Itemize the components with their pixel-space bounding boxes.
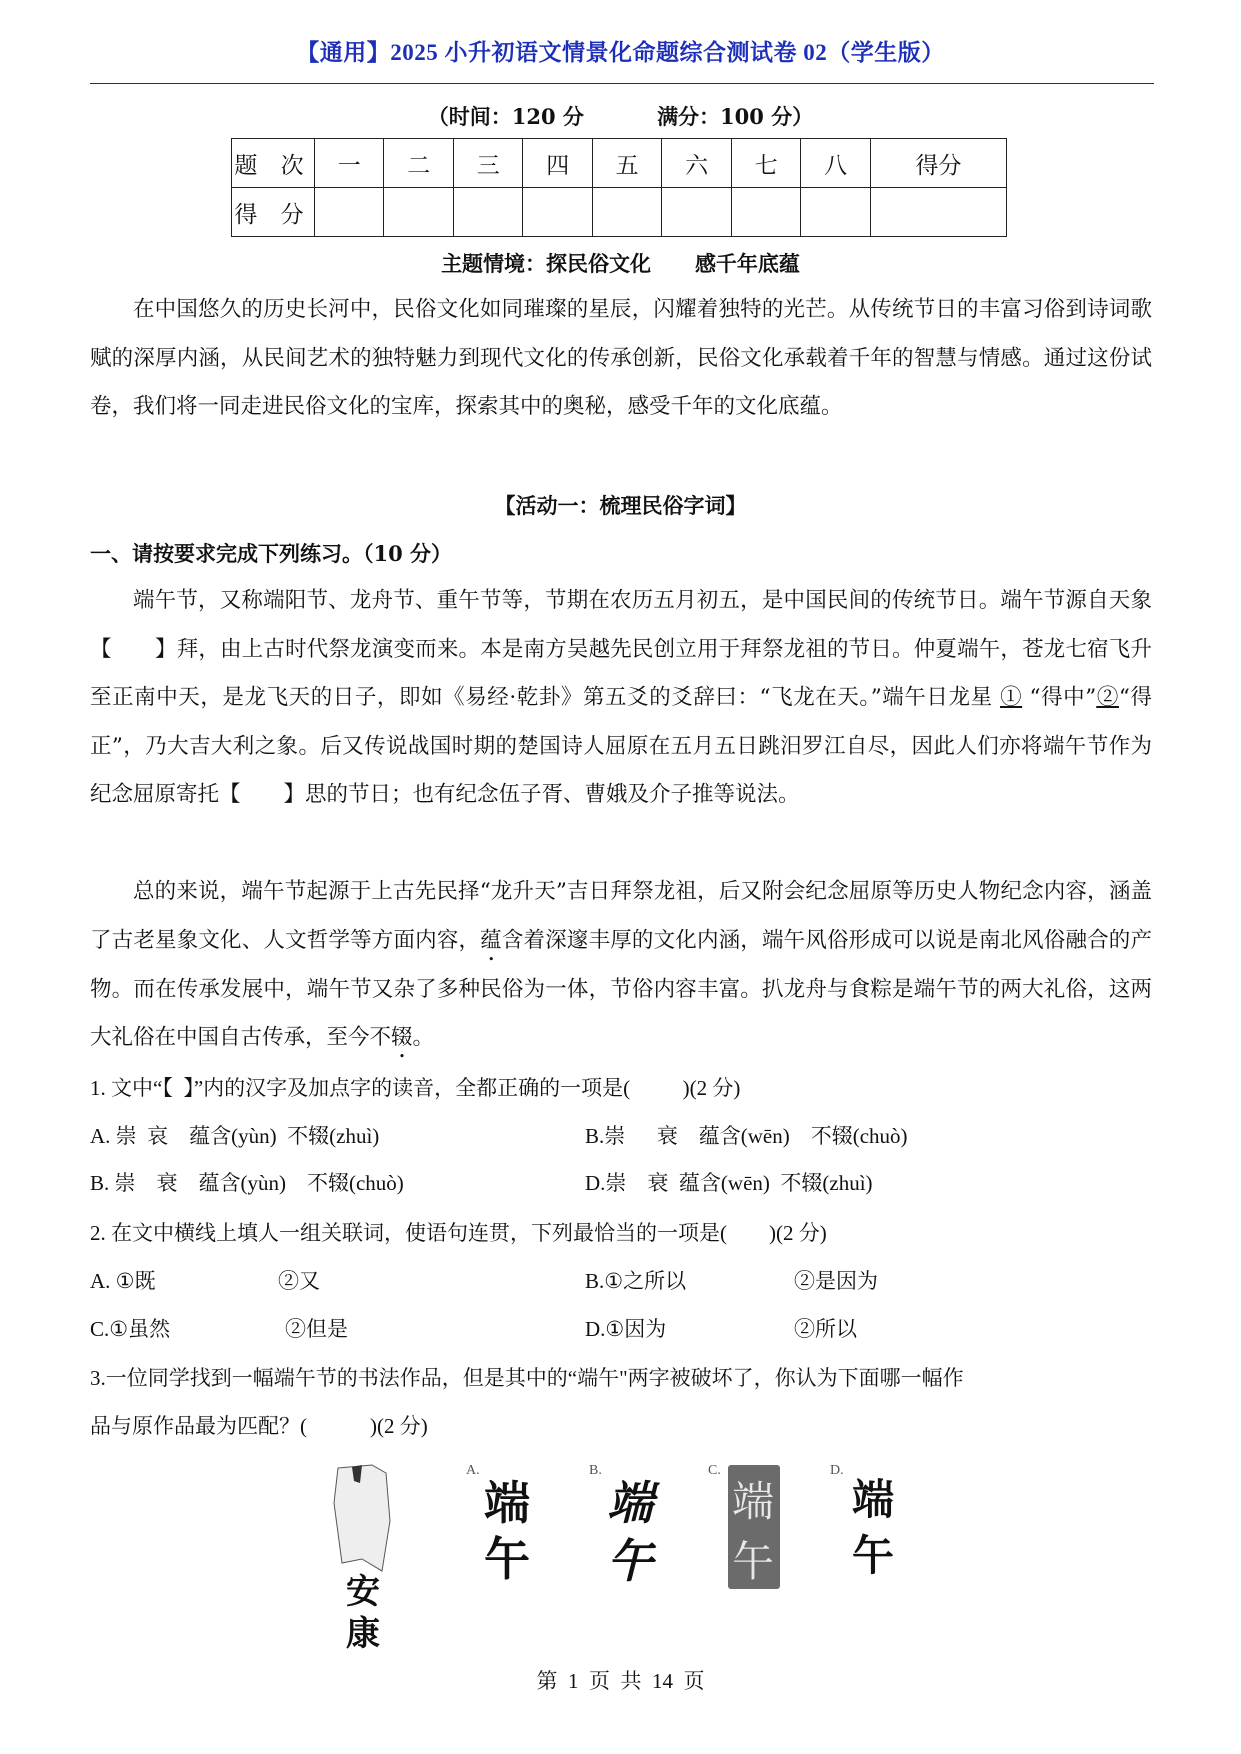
page-footer: 第 1 页 共 14 页 [536,1669,705,1693]
score-table-col: 四 [523,139,592,188]
passage-paragraph-1 [90,577,1152,820]
passage-text: 】拜，由上古时代祭龙演变而来。本是南方吴越先民创立用于拜祭龙祖的节日。仲夏端午，苍龙七宿飞升至正南中天，是龙飞天的日子，即如《易经·乾卦》第五爻的爻辞曰：“飞龙在天。”端午日龙星 [90,636,1152,710]
score-table [231,138,1007,237]
question-1-stem: 1. 文中“【 】”内的汉字及加点字的读音，全都正确的一项是( )(2 分) [90,1076,741,1100]
dotted-char: 辍 [391,1025,413,1050]
passage-text: “得中” [1029,685,1097,710]
theme-sub: 感千年底蕴 [694,251,800,276]
calligraphy-option-letter: D. [830,1463,844,1478]
activity-heading: 【活动一：梳理民俗字词】 [494,493,747,518]
intro-paragraph: 在中国悠久的历史长河中，民俗文化如同璀璨的星辰，闪耀着独特的光芒。从传统节日的丰富习俗到诗词歌赋的深厚内涵，从民间艺术的独特魅力到现代文化的传承创新，民俗文化承载着千年的智慧与情感。通过这份试卷，我们将一同走进民俗文化的宝库，探索其中的奥秘，感受千年的文化底蕴。 [90,297,1152,419]
score-cell[interactable] [523,188,592,237]
passage-text: 端午节，又称端阳节、龙舟节、重午节等，节期在农历五月初五，是中国民间的传统节日。端午节源自天象【 [90,588,1152,662]
score-table-col: 得分 [870,139,1006,188]
score-table-col: 二 [384,139,453,188]
score-table-col: 五 [592,139,661,188]
score-table-score-row [232,188,1007,237]
q1-option-d[interactable]: D.崇 衰 蕴含(wēn) 不辍(zhuì) [585,1171,873,1195]
q2-option-b-1[interactable]: B.①之所以 [585,1269,687,1293]
score-cell[interactable] [870,188,1006,237]
blank-1: ① [1000,685,1023,710]
q2-option-b-2: ②是因为 [794,1269,878,1293]
calligraphy-option-letter: C. [708,1463,721,1478]
question-2-stem: 2. 在文中横线上填人一组关联词，使语句连贯，下列最恰当的一项是( )(2 分) [90,1221,827,1245]
q2-option-c-2: ②但是 [285,1317,348,1341]
calligraphy-char: 午 [607,1534,653,1588]
calligraphy-option-b[interactable] [585,1463,665,1593]
calligraphy-char: 午 [732,1537,775,1586]
q2-option-d-1[interactable]: D.①因为 [585,1317,667,1341]
score-table-header-row [232,139,1007,188]
calligraphy-option-c[interactable] [708,1463,788,1598]
exam-full-score: 满分：100 分） [657,104,814,129]
calligraphy-original-text: 安康 [346,1572,380,1654]
exam-time-info [0,101,1241,131]
score-table-row-label: 得 分 [232,188,315,237]
calligraphy-option-a[interactable] [462,1463,542,1593]
score-cell[interactable] [801,188,870,237]
passage-text: 。 [412,1025,435,1050]
score-table-row-label: 题 次 [232,139,315,188]
score-cell[interactable] [662,188,731,237]
theme-label: 主题情境：探民俗文化 [441,251,652,276]
passage-paragraph-2 [90,868,1152,1063]
calligraphy-char: 端 [484,1476,530,1530]
q2-option-c-1[interactable]: C.①虽然 [90,1317,171,1341]
q2-option-a-1[interactable]: A. ①既 [90,1269,156,1293]
calligraphy-option-d[interactable] [830,1463,910,1593]
calligraphy-char: 午 [484,1532,530,1586]
calligraphy-char: 端 [732,1477,775,1526]
score-cell[interactable] [453,188,522,237]
score-cell[interactable] [592,188,661,237]
calligraphy-char: 端 [852,1475,895,1524]
q1-option-b[interactable]: B.崇 衰 蕴含(wēn) 不辍(chuò) [585,1124,908,1148]
score-table-col: 三 [453,139,522,188]
calligraphy-char: 端 [607,1476,653,1530]
calligraphy-char: 午 [852,1531,895,1580]
calligraphy-option-letter: A. [466,1463,480,1478]
passage-text: “得正”，乃大吉大利之象。后又传说战国时期的楚国诗人屈原在五月五日跳汨罗江自尽，因此人们亦将端午节作为纪念屈原寄托【 [90,685,1152,807]
passage-text: 】思的节日；也有纪念伍子胥、曹娥及介子推等说法。 [283,782,800,807]
passage-text: 含着深邃丰厚的文化内涵，端午风俗形成可以说是南北风俗融合的产物。而在传承发展中，端午节又杂了多种民俗为一体，节俗内容丰富。扒龙舟与食粽是端午节的两大礼俗，这两大礼俗在中国自古传承，至今不 [90,927,1152,1050]
q2-option-d-2: ②所以 [794,1317,857,1341]
score-table-col: 六 [662,139,731,188]
q1-option-a[interactable]: A. 崇 哀 蕴含(yùn) 不辍(zhuì) [90,1124,380,1148]
blank-2: ② [1096,685,1119,710]
torn-paper-image [332,1463,402,1573]
score-cell[interactable] [731,188,800,237]
exam-time: （时间：120 分 [427,104,584,129]
document-header-title: 【通用】2025 小升初语文情景化命题综合测试卷 02（学生版） [296,40,945,65]
question-3-stem-2: 品与原作品最为匹配？( )(2 分) [90,1414,428,1438]
score-cell[interactable] [384,188,453,237]
question-3-stem-1: 3.一位同学找到一幅端午节的书法作品，但是其中的“端午"两字被破坏了，你认为下面哪一幅作 [90,1366,964,1390]
q2-option-a-2: ②又 [278,1269,320,1293]
theme-heading [0,248,1241,278]
passage-text: 总的来说，端午节起源于上古先民择“龙升天”吉日拜祭龙祖，后又附会纪念屈原等历史人物纪念内容，涵盖了古老星象文化、人文哲学等方面内容， [90,879,1152,953]
score-table-col: 一 [315,139,384,188]
calligraphy-option-letter: B. [589,1463,602,1478]
score-table-col: 七 [731,139,800,188]
header-divider [90,83,1154,84]
score-table-col: 八 [801,139,870,188]
section-title: 一、请按要求完成下列练习。（10 分） [90,541,453,566]
q1-option-c[interactable]: B. 崇 衰 蕴含(yùn) 不辍(chuò) [90,1171,404,1195]
dotted-char: 蕴 [480,927,502,953]
score-cell[interactable] [315,188,384,237]
calligraphy-original [332,1463,402,1654]
